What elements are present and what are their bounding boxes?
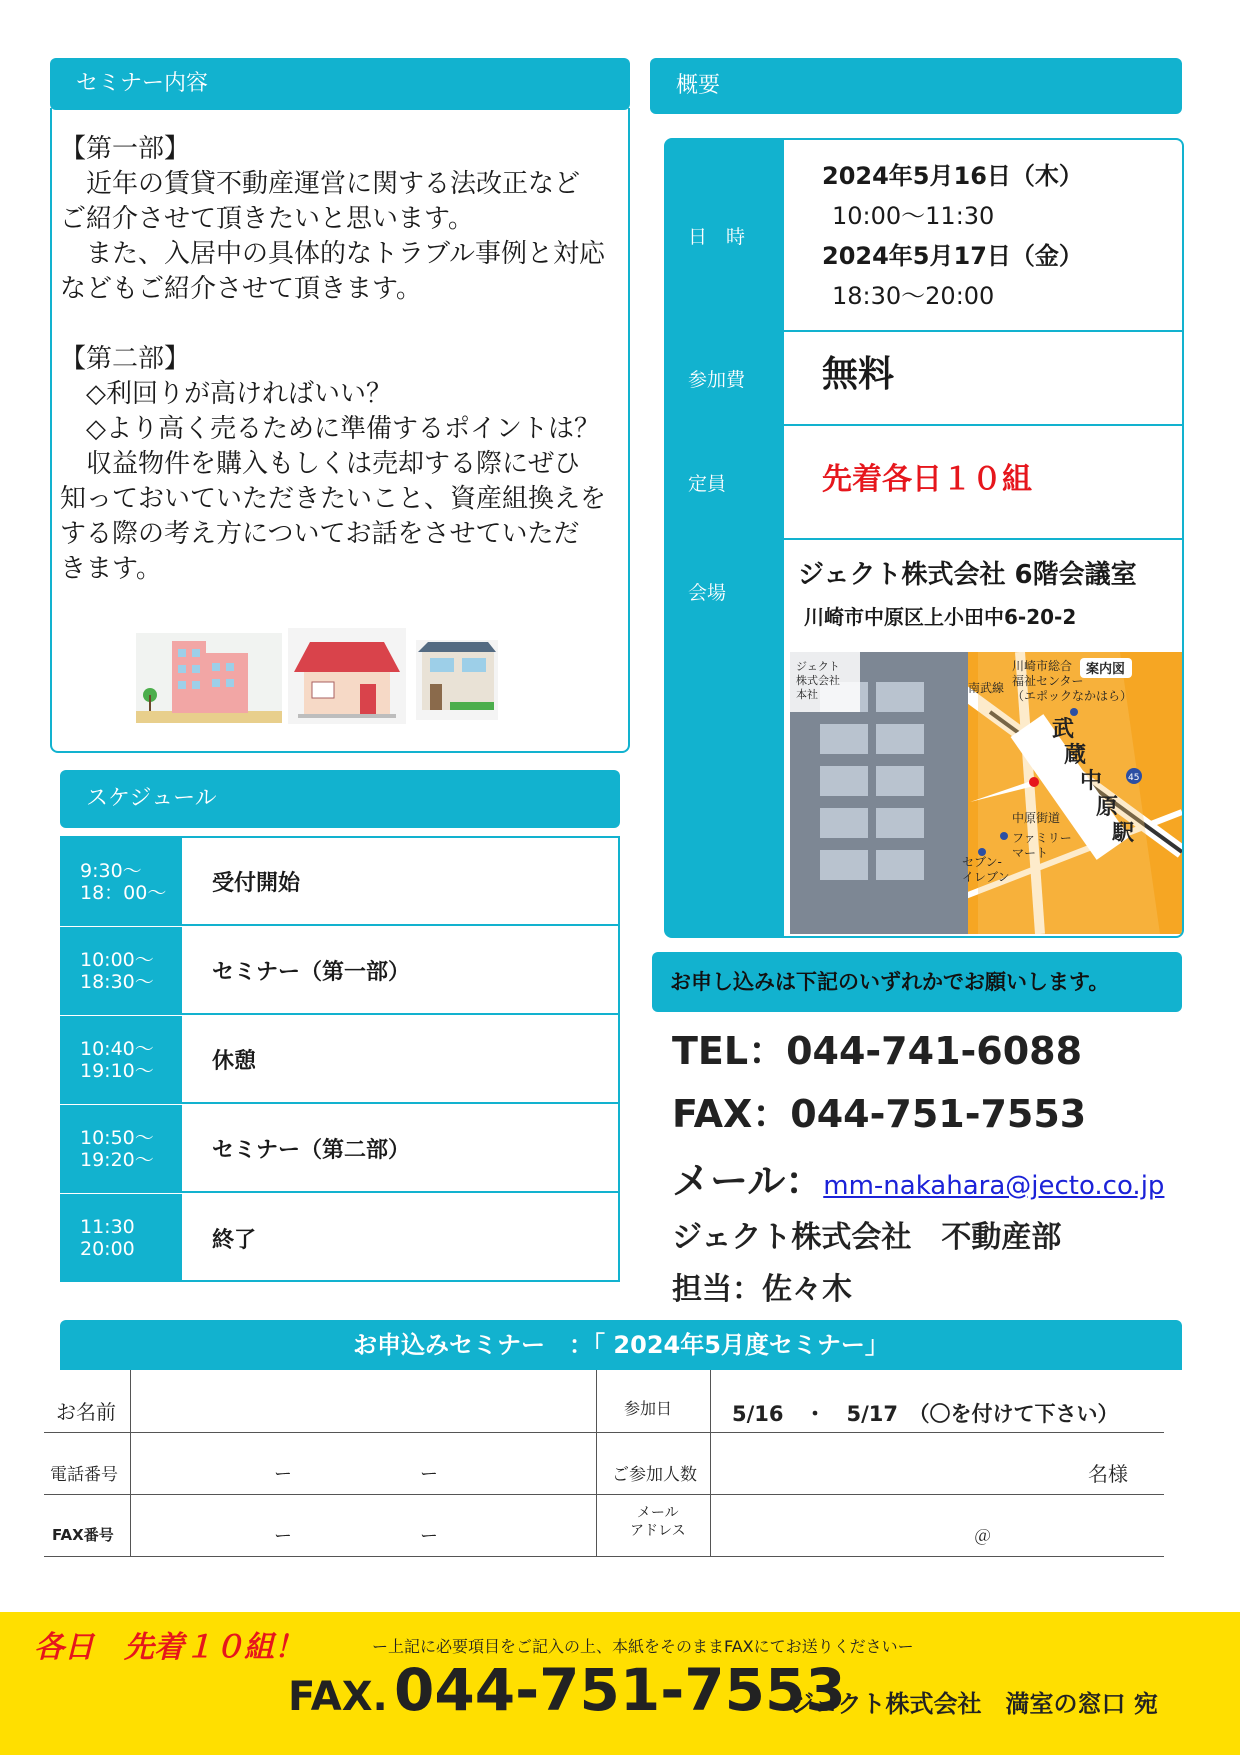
mail-label: メール：: [672, 1159, 824, 1203]
footer-banner: [0, 1612, 1240, 1755]
part2-title: 【第二部】: [60, 344, 191, 374]
fax-number: FAX：044-751-7553: [672, 1092, 1087, 1136]
map-guide-label: 案内図: [1086, 662, 1126, 677]
at-sign: ＠: [974, 1527, 991, 1547]
footer-note: ー上記に必要項目をご記入の上、本紙をそのままFAXにてお送りくださいー: [372, 1637, 914, 1656]
footer-fax-label: FAX.: [288, 1674, 388, 1720]
map-station-label: 武蔵中原駅: [1052, 717, 1135, 846]
schedule-label: セミナー（第一部）: [212, 959, 411, 985]
schedule-table: [60, 836, 620, 1282]
schedule-label: 受付開始: [212, 870, 301, 896]
time-1: 10:00～11:30: [832, 202, 995, 230]
name-label: お名前: [56, 1400, 116, 1424]
date-label: 参加日: [624, 1399, 673, 1418]
part1-title: 【第一部】: [60, 134, 191, 164]
fax-field[interactable]: [132, 1496, 596, 1556]
schedule-header: スケジュール: [60, 770, 620, 828]
schedule-label: 終了: [212, 1227, 257, 1253]
venue-label: 会場: [688, 582, 727, 604]
phone-dash-1: ー: [274, 1464, 292, 1485]
contact-person: 担当：佐々木: [672, 1272, 852, 1307]
fax-dash-2: ー: [420, 1526, 438, 1547]
schedule-time: 10:00～ 18:30～: [60, 927, 182, 1013]
count-suffix: 名様: [1088, 1462, 1128, 1486]
date-options[interactable]: 5/16 ・ 5/17 （〇を付けて下さい）: [732, 1402, 1119, 1426]
part2-question-2: ◇より高く売るために準備するポイントは？: [60, 414, 600, 444]
part2-question-1: ◇利回りが高ければいい？: [60, 379, 392, 409]
capacity-row: [666, 426, 1184, 538]
schedule-time: 10:40～ 19:10～: [60, 1016, 182, 1102]
apartment-illustration: [136, 633, 282, 723]
schedule-time: 9:30～ 18：00～: [60, 838, 182, 924]
map-seven-label: セブン-イレブン: [962, 855, 1010, 884]
two-storey-house-illustration: [416, 640, 498, 720]
schedule-label: セミナー（第二部）: [212, 1137, 411, 1163]
datetime-label: 日 時: [688, 225, 746, 248]
seminar-content-header: セミナー内容: [50, 58, 630, 110]
seminar-content-box: [50, 108, 630, 753]
capacity-label: 定員: [688, 472, 727, 495]
footer-first-come: 各日 先着１０組！: [34, 1630, 304, 1665]
application-form: [44, 1370, 1164, 1556]
fee-row: [666, 332, 1184, 424]
map-welfare-label: 川崎市総合福祉センター（エポックなかはら）: [1012, 659, 1133, 703]
footer-destination: ジェクト株式会社 満室の窓口 宛: [790, 1690, 1158, 1718]
part1-text-2: また、入居中の具体的なトラブル事例と対応 などもご紹介させて頂きます。: [60, 239, 605, 304]
mail-link[interactable]: mm-nakahara@jecto.co.jp: [823, 1171, 1165, 1201]
fax-dash-1: ー: [274, 1526, 292, 1547]
name-field[interactable]: [132, 1370, 596, 1432]
form-header: お申込みセミナー ：「 2024年5月度セミナー」: [60, 1320, 1182, 1370]
part1-text-1: 近年の賃貸不動産運営に関する法改正など ご紹介させて頂きたいと思います。: [60, 169, 581, 234]
mail-line: [672, 1150, 1164, 1205]
access-map: [790, 652, 1182, 934]
datetime-row: [666, 140, 1184, 330]
schedule-row: [60, 927, 618, 1015]
count-field[interactable]: [712, 1434, 1082, 1494]
tel-number[interactable]: TEL：044-741-6088: [672, 1029, 1083, 1073]
date-2: 2024年5月17日（金）: [822, 242, 1083, 270]
schedule-row: [60, 1016, 618, 1104]
mail-address-label: メール アドレス: [630, 1505, 686, 1539]
phone-field[interactable]: [132, 1434, 596, 1494]
count-label: ご参加人数: [612, 1465, 697, 1485]
apply-header: お申し込みは下記のいずれかでお願いします。: [652, 952, 1182, 1012]
part2-text: 収益物件を購入もしくは売却する際にぜひ 知っておいていただきたいこと、資産組換えを する際の考え方についてお話をさせていただ きます。: [60, 449, 607, 584]
fee-value: 無料: [782, 332, 1184, 424]
venue-row: [666, 540, 1184, 938]
phone-dash-2: ー: [420, 1464, 438, 1485]
date-1: 2024年5月16日（木）: [822, 162, 1083, 190]
fax-label: FAX番号: [52, 1526, 114, 1544]
map-familymart-label: ファミリーマート: [1012, 831, 1072, 860]
map-route-label: 45: [1128, 773, 1140, 783]
house-illustration: [288, 628, 406, 724]
overview-table: [664, 138, 1184, 938]
capacity-value: 先着各日１０組: [782, 426, 1184, 538]
schedule-time: 10:50～ 19:20～: [60, 1105, 182, 1191]
schedule-row: [60, 838, 618, 926]
overview-header: 概要: [650, 58, 1182, 114]
schedule-label: 休憩: [212, 1048, 257, 1074]
map-line-label: 南武線: [968, 681, 1005, 695]
phone-label: 電話番号: [50, 1465, 118, 1485]
department: ジェクト株式会社 不動産部: [672, 1220, 1062, 1255]
venue-name: ジェクト株式会社 6階会議室: [798, 560, 1137, 590]
footer-fax-number: 044-751-7553: [394, 1656, 846, 1724]
mail-address-field[interactable]: [712, 1496, 1164, 1556]
time-2: 18:30～20:00: [832, 282, 995, 310]
fee-label: 参加費: [688, 368, 746, 391]
map-road-label: 中原街道: [1012, 811, 1061, 825]
map-company-label: ジェクト株式会社本社: [796, 660, 840, 701]
schedule-time: 11:30 20:00: [60, 1194, 182, 1282]
schedule-row: [60, 1194, 618, 1282]
schedule-row: [60, 1105, 618, 1193]
venue-address: 川崎市中原区上小田中6-20-2: [804, 605, 1077, 629]
